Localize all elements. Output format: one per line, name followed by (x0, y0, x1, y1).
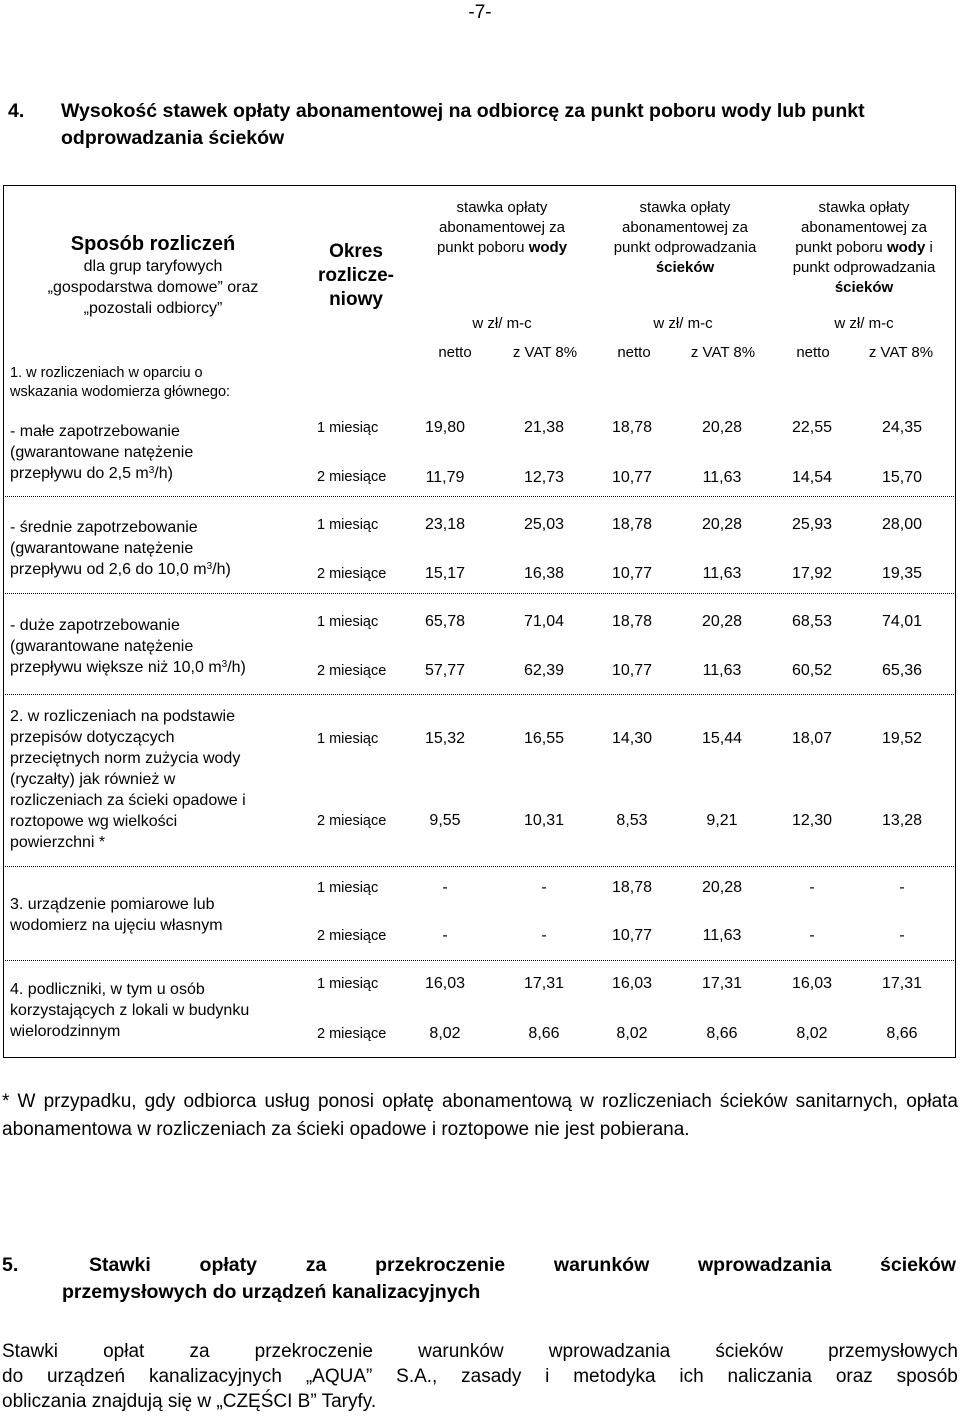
section-5-body-word: przemysłowych (828, 1341, 958, 1362)
row-divider (3, 694, 956, 695)
row-label-line: (ryczałty) jak również w (10, 771, 176, 788)
value-cell: 19,52 (881, 730, 923, 747)
section-5-body-word: kanalizacyjnych (148, 1366, 283, 1387)
row-label-line: - średnie zapotrzebowanie (10, 519, 198, 536)
section-5-body-word: naliczania (727, 1366, 812, 1387)
value-cell: - (809, 879, 815, 896)
value-cell: 15,32 (424, 730, 466, 747)
unit-label: w zł/ m-c (653, 315, 713, 332)
header-col-line: abonamentowej za (801, 219, 927, 236)
header-col-water (414, 198, 590, 258)
page-number: -7- (468, 2, 492, 23)
row-label-line: przepływu od 2,6 do 10,0 $m^3/h$) (10, 561, 231, 578)
value-cell: 16,03 (611, 975, 653, 992)
section-5-body-word: Stawki (2, 1341, 58, 1362)
subheader-netto: netto (438, 344, 472, 361)
header-col-line: stawka opłaty (818, 199, 910, 216)
value-cell: - (442, 927, 448, 944)
value-cell: 16,38 (523, 565, 565, 582)
row-label-line: 3. urządzenie pomiarowe lub (10, 896, 215, 913)
section-5-body-word: oraz (835, 1366, 873, 1387)
value-cell: 57,77 (424, 662, 466, 679)
footnote: * W przypadku, gdy odbiorca usług ponosi opłatę abonamentową w rozliczeniach ścieków sanitarnych, opłata abonamentowa w rozliczeniach za ścieki opadowe i roztopowe nie jest pobierana. (2, 1091, 958, 1140)
value-cell: 8,53 (616, 812, 648, 829)
value-cell: 65,36 (881, 662, 923, 679)
row-label-line: (gwarantowane natężenie (10, 638, 194, 655)
value-cell: 15,70 (881, 469, 923, 486)
row-label-line: 4. podliczniki, w tym u osób (10, 981, 205, 998)
value-cell: 18,07 (791, 730, 833, 747)
section-5-body-word: S.A., (396, 1366, 438, 1387)
header-col-line: punkt poboru wody i (795, 239, 933, 256)
row-small-demand-label (10, 421, 302, 484)
value-cell: - (541, 879, 547, 896)
value-cell: 11,63 (702, 662, 742, 679)
header-sposob-line: „gospodarstwa domowe” oraz (47, 279, 259, 296)
header-col-water-sewage (776, 198, 952, 298)
header-col-line: ścieków (655, 259, 715, 276)
value-cell: - (541, 927, 547, 944)
value-cell: 18,78 (611, 419, 653, 436)
value-cell: 11,79 (425, 469, 465, 486)
value-cell: 20,28 (701, 879, 743, 896)
group-1-heading (10, 364, 302, 402)
period-1-month: 1 miesiąc (317, 517, 379, 533)
section-5-body-word: wprowadzania (548, 1341, 671, 1362)
value-cell: 17,31 (701, 975, 743, 992)
value-cell: 20,28 (701, 419, 743, 436)
section-5-body-word: przekroczenie (254, 1341, 373, 1362)
value-cell: 8,02 (429, 1025, 461, 1042)
period-2-months: 2 miesiące (317, 928, 387, 944)
row-submeter-label (10, 979, 302, 1042)
section-5-body-word: warunków (418, 1341, 504, 1362)
section-5-body-line: obliczania znajdują się w „CZĘŚCI B” Taryfy. (2, 1391, 377, 1412)
row-medium-demand-label (10, 517, 302, 580)
row-label-line: przepływu większe niż 10,0 $m^3/h$) (10, 659, 246, 676)
value-cell: - (899, 927, 905, 944)
value-cell: 13,28 (881, 812, 923, 829)
value-cell: 21,38 (523, 419, 565, 436)
value-cell: 15,44 (701, 730, 743, 747)
row-large-demand-label (10, 615, 302, 678)
section-5-body-word: ścieków (715, 1341, 783, 1362)
header-col-line: punkt poboru wody (436, 239, 568, 256)
section-5-body (2, 1339, 958, 1414)
section-5-body-word: za (189, 1341, 210, 1362)
section-5-title-word: przekroczenie (375, 1254, 506, 1276)
header-sposob-title: Sposób rozliczeń (70, 233, 236, 255)
value-cell: 19,80 (424, 419, 466, 436)
value-cell: 16,03 (424, 975, 466, 992)
value-cell: 20,28 (701, 613, 743, 630)
value-cell: 18,78 (611, 613, 653, 630)
section-4-title: Wysokość stawek opłaty abonamentowej na odbiorcę za punkt poboru wody lub punkt odprowadzania ścieków (61, 100, 865, 149)
subheader-vat: z VAT 8% (690, 344, 756, 361)
value-cell: 10,77 (611, 565, 653, 582)
row-label-line: wodomierz na ujęciu własnym (10, 917, 223, 934)
value-cell: 9,21 (706, 812, 738, 829)
section-5-body-line (2, 1364, 958, 1389)
value-cell: 17,31 (881, 975, 923, 992)
row-label-line: korzystających z lokali w budynku (10, 1002, 250, 1019)
section-5-title-line (2, 1252, 956, 1279)
header-okres-line: Okres (329, 241, 383, 262)
value-cell: - (442, 879, 448, 896)
row-label-line: wielorodzinnym (10, 1023, 121, 1040)
value-cell: 60,52 (791, 662, 833, 679)
header-sposob-line: „pozostali odbiorcy” (83, 300, 223, 317)
value-cell: 25,03 (523, 516, 565, 533)
header-okres-line: rozlicze- (317, 265, 395, 286)
row-divider (3, 496, 956, 497)
section-5-title-word: ścieków (880, 1254, 956, 1276)
period-2-months: 2 miesiące (317, 566, 387, 582)
period-1-month: 1 miesiąc (317, 614, 379, 630)
section-5-body-line (2, 1339, 958, 1364)
row-flat-rate-label (10, 706, 302, 853)
row-divider (3, 866, 956, 867)
row-label-line: (gwarantowane natężenie (10, 540, 194, 557)
header-okres (312, 240, 400, 312)
value-cell: 22,55 (791, 419, 833, 436)
header-col-line: punkt odprowadzania (792, 259, 936, 276)
section-5-body-word: i (545, 1366, 550, 1387)
period-1-month: 1 miesiąc (317, 420, 379, 436)
value-cell: 11,63 (702, 927, 742, 944)
period-1-month: 1 miesiąc (317, 976, 379, 992)
period-2-months: 2 miesiące (317, 663, 387, 679)
section-5-body-word: zasady (461, 1366, 522, 1387)
header-col-line: abonamentowej za (622, 219, 748, 236)
section-5-body-word: do (2, 1366, 24, 1387)
value-cell: 8,66 (706, 1025, 738, 1042)
header-sposob-line: dla grup taryfowych (83, 258, 223, 275)
section-4-number: 4. (8, 100, 25, 122)
section-5-title-word: wprowadzania (698, 1254, 832, 1276)
section-5-body-word: sposób (896, 1366, 958, 1387)
section-5-body-word: ich (679, 1366, 704, 1387)
subheader-vat: z VAT 8% (868, 344, 934, 361)
section-5-title-line: przemysłowych do urządzeń kanalizacyjnych (62, 1281, 481, 1303)
row-label-line: - małe zapotrzebowanie (10, 423, 180, 440)
period-2-months: 2 miesiące (317, 1026, 387, 1042)
period-2-months: 2 miesiące (317, 469, 387, 485)
value-cell: 8,02 (616, 1025, 648, 1042)
value-cell: 14,54 (791, 469, 833, 486)
value-cell: 8,02 (796, 1025, 828, 1042)
value-cell: 15,17 (424, 565, 466, 582)
value-cell: 9,55 (429, 812, 461, 829)
header-col-line: abonamentowej za (439, 219, 565, 236)
value-cell: 12,73 (523, 469, 565, 486)
unit-label: w zł/ m-c (834, 315, 894, 332)
value-cell: 19,35 (881, 565, 923, 582)
value-cell: 16,03 (791, 975, 833, 992)
section-5-title-word: za (305, 1254, 327, 1276)
section-5-body-word: „AQUA” (305, 1366, 373, 1387)
row-meter-label (10, 894, 302, 936)
value-cell: 10,77 (611, 469, 653, 486)
value-cell: 8,66 (528, 1025, 560, 1042)
section-5-body-word: urządzeń (46, 1366, 126, 1387)
value-cell: 68,53 (791, 613, 833, 630)
row-label-line: rozliczeniach za ścieki opadowe i (10, 792, 246, 809)
row-divider (3, 593, 956, 594)
row-label-line: przepływu do 2,5 $m^3/h$) (10, 465, 173, 482)
subheader-vat: z VAT 8% (512, 344, 578, 361)
value-cell: - (899, 879, 905, 896)
group-1-heading-line: wskazania wodomierza głównego: (10, 384, 231, 400)
row-label-line: 2. w rozliczeniach na podstawie (10, 708, 236, 725)
row-label-line: (gwarantowane natężenie (10, 444, 194, 461)
header-col-line: ścieków (834, 279, 894, 296)
header-okres-line: niowy (329, 289, 383, 310)
value-cell: 20,28 (701, 516, 743, 533)
value-cell: 62,39 (523, 662, 565, 679)
header-col-sewage (597, 198, 773, 278)
period-1-month: 1 miesiąc (317, 731, 379, 747)
section-5-heading (2, 1252, 956, 1306)
section-5-title-word: opłaty (199, 1254, 257, 1276)
value-cell: 17,92 (791, 565, 833, 582)
value-cell: 23,18 (424, 516, 466, 533)
group-1-heading-line: 1. w rozliczeniach w oparciu o (10, 365, 203, 381)
value-cell: 11,63 (702, 565, 742, 582)
row-label-line: przepisów dotyczących (10, 729, 175, 746)
header-col-line: stawka opłaty (639, 199, 731, 216)
section-5-title-word: Stawki (89, 1254, 151, 1276)
period-2-months: 2 miesiące (317, 813, 387, 829)
section-5-body-word: metodyka (573, 1366, 656, 1387)
section-4-heading (8, 98, 956, 152)
value-cell: 14,30 (611, 730, 653, 747)
section-5-title-word: warunków (553, 1254, 650, 1276)
value-cell: 8,66 (886, 1025, 918, 1042)
value-cell: 10,31 (523, 812, 565, 829)
value-cell: 18,78 (611, 879, 653, 896)
row-label-line: - duże zapotrzebowanie (10, 617, 180, 634)
value-cell: 10,77 (611, 662, 653, 679)
value-cell: 74,01 (881, 613, 923, 630)
row-label-line: roztopowe wg wielkości (10, 813, 178, 830)
header-col-line: punkt odprowadzania (613, 239, 757, 256)
value-cell: 17,31 (523, 975, 565, 992)
value-cell: 10,77 (611, 927, 653, 944)
value-cell: 11,63 (702, 469, 742, 486)
subheader-netto: netto (796, 344, 830, 361)
header-sposob-rozliczen (8, 232, 298, 319)
unit-label: w zł/ m-c (472, 315, 532, 332)
value-cell: 16,55 (523, 730, 565, 747)
value-cell: 18,78 (611, 516, 653, 533)
period-1-month: 1 miesiąc (317, 880, 379, 896)
value-cell: 24,35 (881, 419, 923, 436)
value-cell: 28,00 (881, 516, 923, 533)
value-cell: - (809, 927, 815, 944)
value-cell: 25,93 (791, 516, 833, 533)
section-5-body-word: opłat (103, 1341, 145, 1362)
value-cell: 71,04 (523, 613, 565, 630)
row-divider (3, 960, 956, 961)
section-5-number: 5. (2, 1254, 19, 1276)
header-col-line: stawka opłaty (456, 199, 548, 216)
subheader-netto: netto (617, 344, 651, 361)
value-cell: 65,78 (424, 613, 466, 630)
row-label-line: powierzchni * (10, 834, 106, 851)
row-label-line: przeciętnych norm zużycia wody (10, 750, 241, 767)
value-cell: 12,30 (791, 812, 833, 829)
